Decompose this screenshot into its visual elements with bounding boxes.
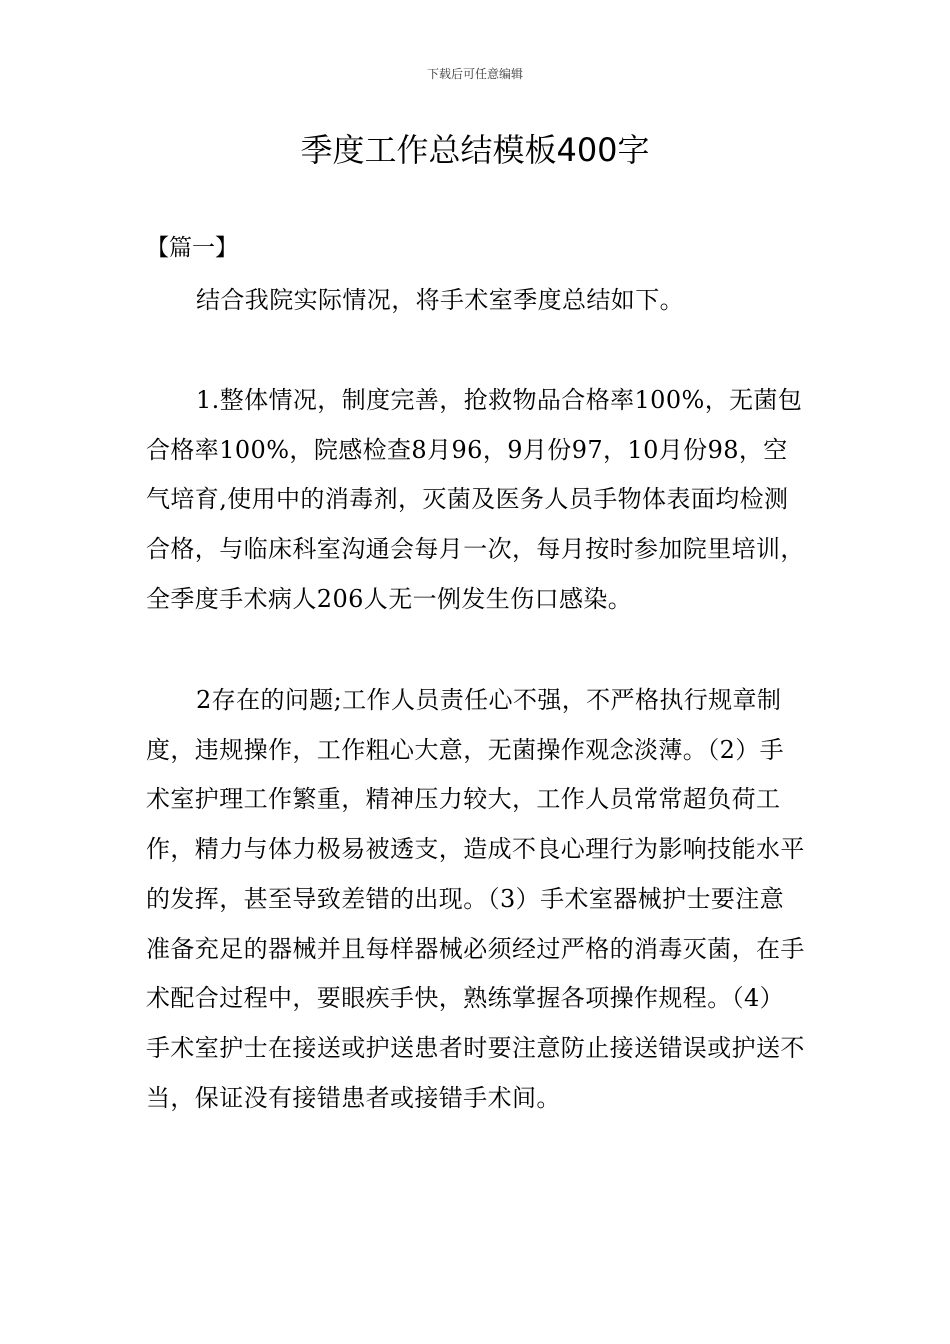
document-title: 季度工作总结模板400字 [300,131,650,169]
section-label: 【篇一】 [146,235,238,261]
paragraph-intro: 结合我院实际情况，将手术室季度总结如下。 [196,286,684,314]
paragraph-overall-situation: 1.整体情况，制度完善，抢救物品合格率100%，无菌包合格率100%，院感检查8月96，9月份97，10月份98，空气培育,使用中的消毒剂，灭菌及医务人员手物体表面均检测合格，与临床科室沟通会每月一次，每月按时参加院里培训，全季度手术病人206人无一例发生伤口感染。 [146,386,805,613]
paragraph-existing-problems: 2存在的问题;工作人员责任心不强，不严格执行规章制度，违规操作，工作粗心大意，无菌操作观念淡薄。（2）手术室护理工作繁重，精神压力较大，工作人员常常超负荷工作，精力与体力极易被透支，造成不良心理行为影响技能水平的发挥，甚至导致差错的出现。（3）手术室器械护士要注意准备充足的器械并且每样器械必须经过严格的消毒灭菌，在手术配合过程中，要眼疾手快，熟练掌握各项操作规程。（4）手术室护士在接送或护送患者时要注意防止接送错误或护送不当，保证没有接错患者或接错手术间。 [146,686,805,1112]
header-note: 下载后可任意编辑 [426,67,523,81]
